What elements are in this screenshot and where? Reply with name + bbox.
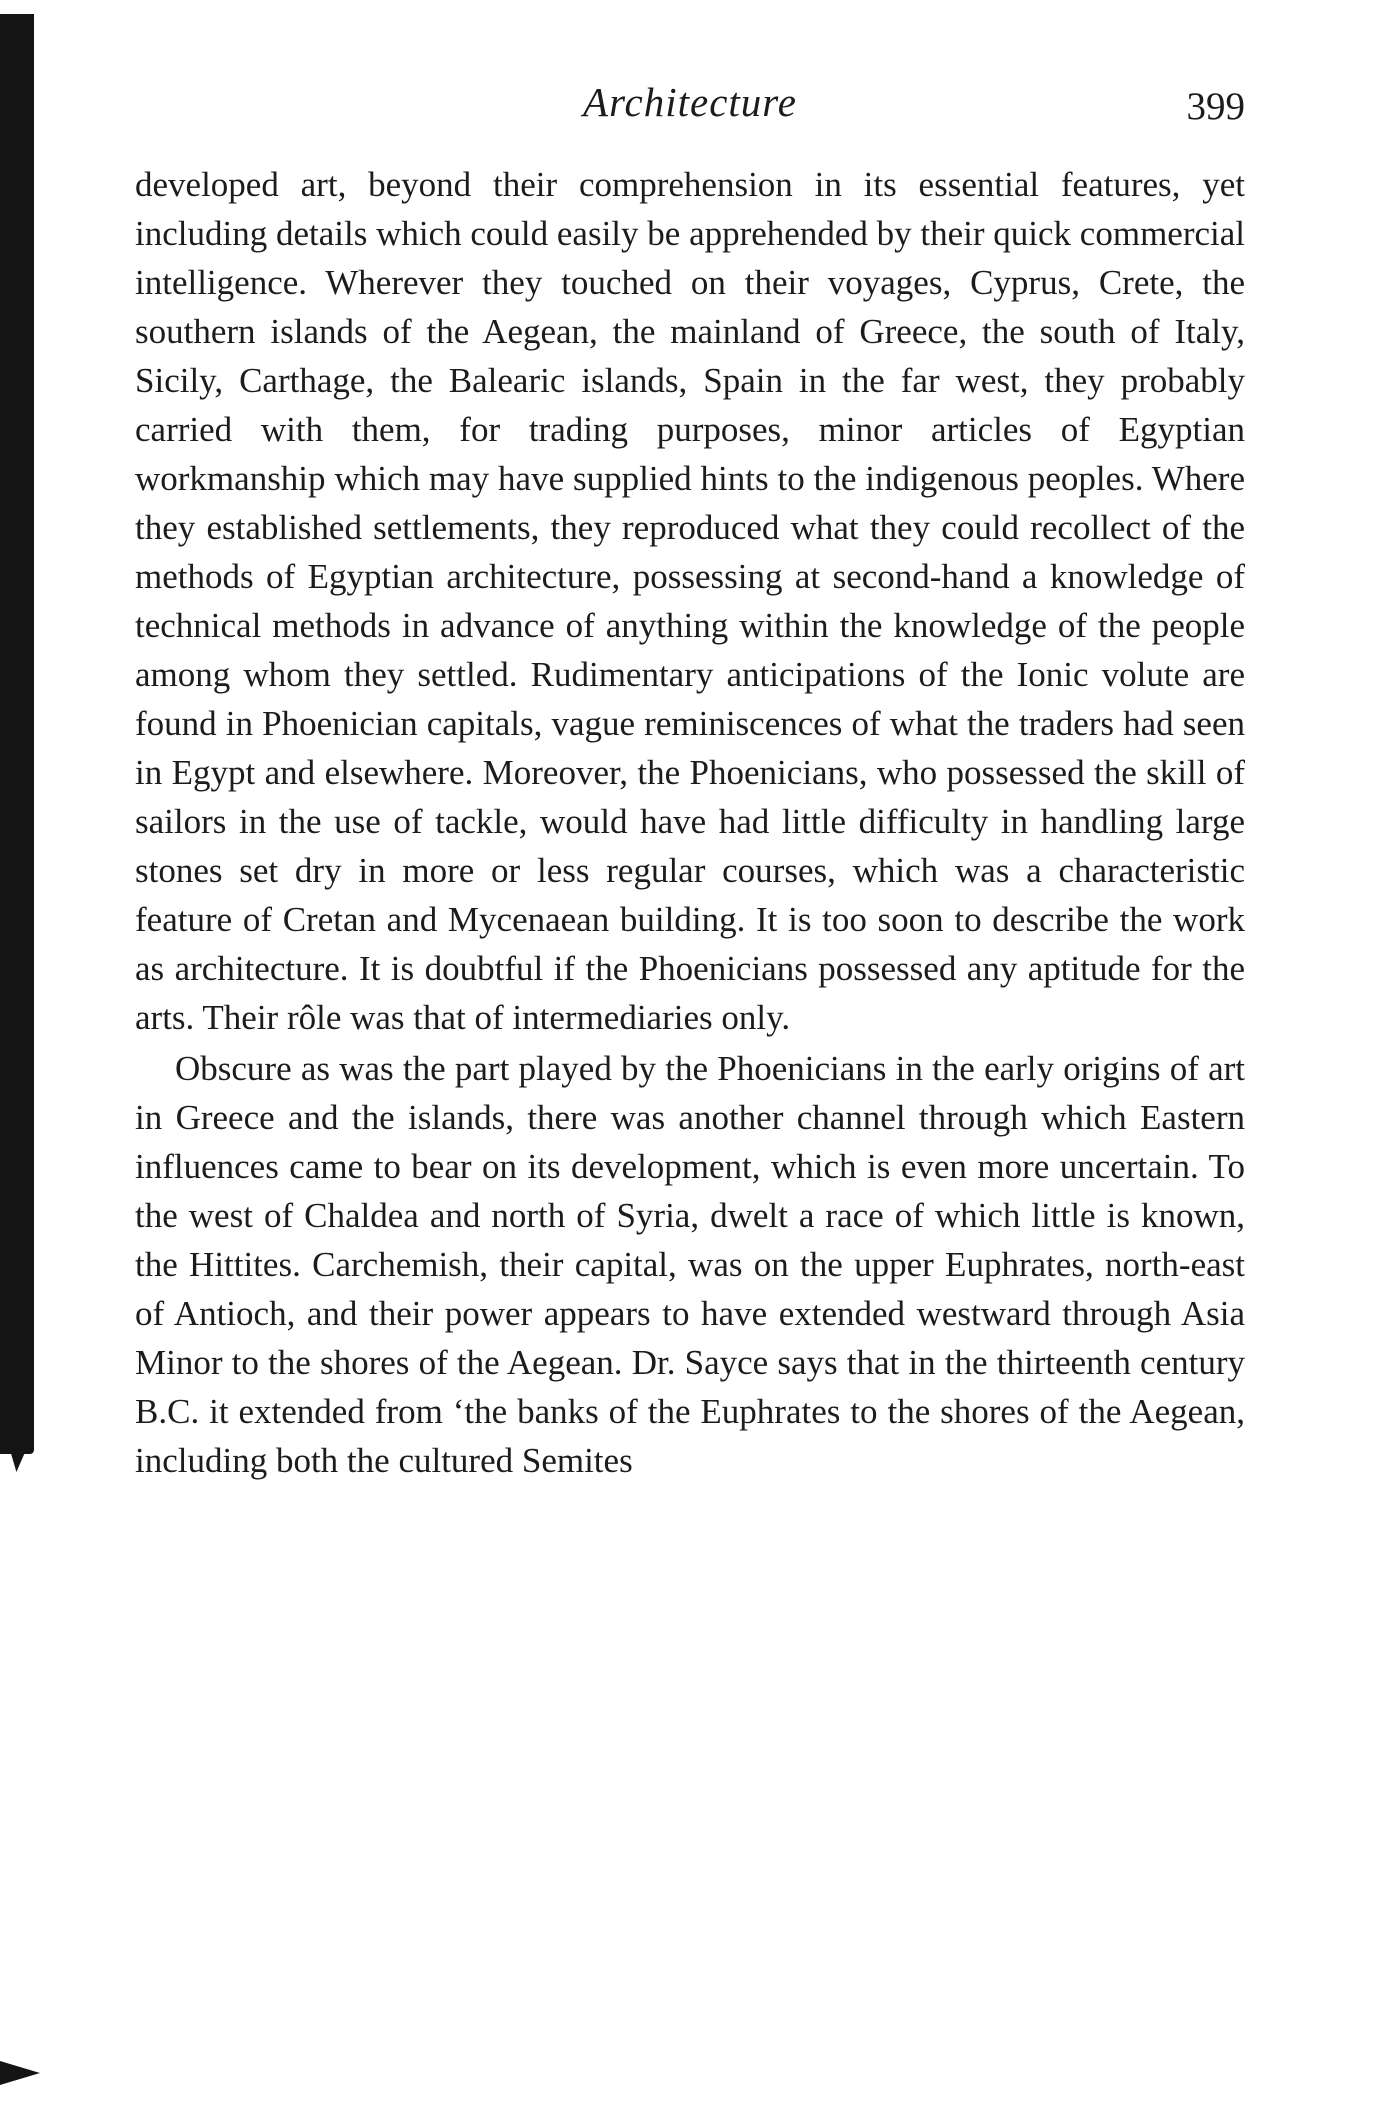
page-corner-mark [0,2061,40,2085]
body-text [135,160,1245,1485]
running-title: Architecture [583,79,797,125]
binding-shadow-bar [0,14,34,1454]
paragraph-1: developed art, beyond their comprehension in its essential features, yet including details which could easily be apprehended by their quick commercial intelligence. Wherever they touched on their voyages, Cyprus, Crete, the southern islands of the Aegean, the mainland of Greece, the south of Italy, Sicily, Carthage, the Balearic islands, Spain in the far west, they probably carried with them, for trading purposes, minor articles of Egyptian workmanship which may have supplied hints to the indigenous peoples. Where they established settlements, they reproduced what they could recollect of the methods of Egyptian architecture, possessing at second-hand a knowledge of technical methods in advance of anything within the knowledge of the people among whom they settled. Rudimentary anticipations of the Ionic volute are found in Phoenician capitals, vague reminiscences of what the traders had seen in Egypt and elsewhere. Moreover, the Phoenicians, who possessed the skill of sailors in the use of tackle, would have had little difficulty in handling large stones set dry in more or less regular courses, which was a characteristic feature of Cretan and Mycenaean building. It is too soon to describe the work as architecture. It is doubtful if the Phoenicians possessed any aptitude for the arts. Their rôle was that of intermediaries only. [135,165,1245,1037]
page-number: 399 [1186,85,1245,128]
paragraph-2: Obscure as was the part played by the Phoenicians in the early origins of art in Greece and the islands, there was another channel through which Eastern influences came to bear on its development, which is even more uncertain. To the west of Chaldea and north of Syria, dwelt a race of which little is known, the Hittites. Carchemish, their capital, was on the upper Euphrates, north-east of Antioch, and their power appears to have extended westward through Asia Minor to the shores of the Aegean. Dr. Sayce says that in the thirteenth century B.C. it extended from ‘the banks of the Euphrates to the shores of the Aegean, including both the cultured Semites [135,1049,1245,1480]
running-head [135,70,1245,130]
